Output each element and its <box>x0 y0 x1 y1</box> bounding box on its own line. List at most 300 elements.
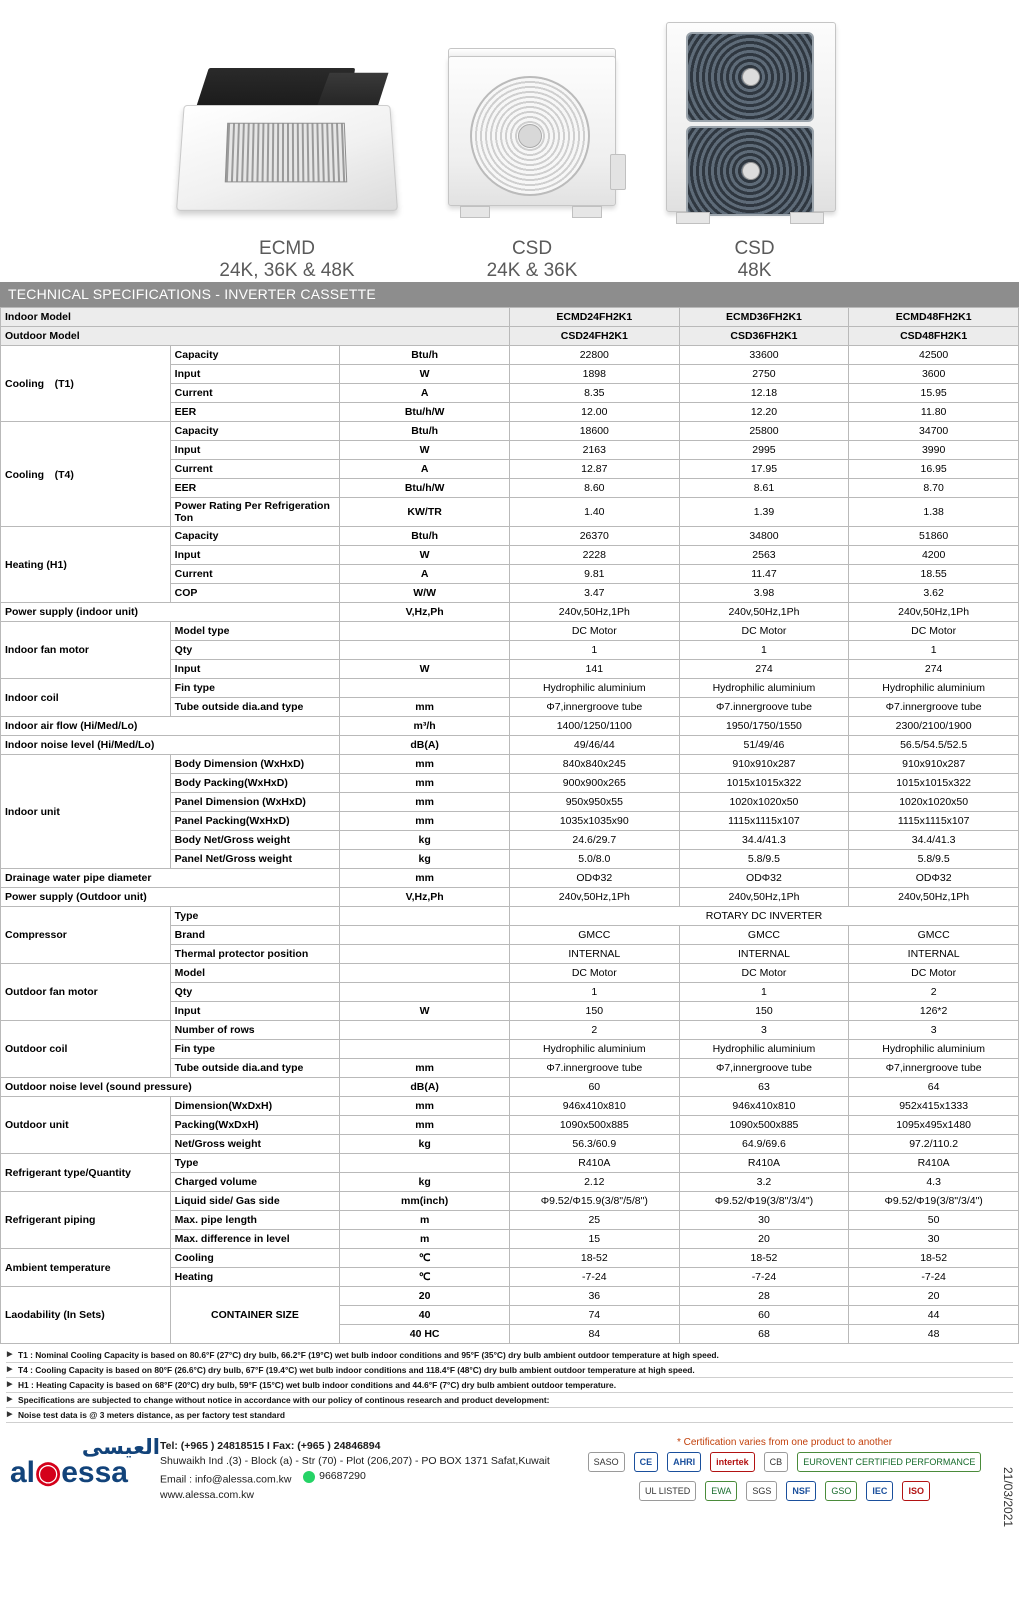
product-models-1: 24K, 36K & 48K <box>219 260 355 282</box>
row-param-label: Input <box>170 660 340 679</box>
row-unit: mm <box>340 755 510 774</box>
row-group-label: Indoor air flow (Hi/Med/Lo) <box>1 717 340 736</box>
row-value: 3.62 <box>849 584 1019 603</box>
cert-badge-ce: CE <box>634 1452 659 1472</box>
row-value: 910x910x287 <box>679 755 849 774</box>
row-unit: W <box>340 441 510 460</box>
row-value: 4.3 <box>849 1173 1019 1192</box>
row-param-label: EER <box>170 403 340 422</box>
row-group-label: Outdoor unit <box>1 1097 171 1154</box>
row-unit: 40 HC <box>340 1325 510 1344</box>
table-row <box>1 1021 1019 1040</box>
row-param-label: Packing(WxDxH) <box>170 1116 340 1135</box>
row-unit: Btu/h <box>340 422 510 441</box>
row-value: 2 <box>509 1021 679 1040</box>
product-ecmd-cassette <box>172 8 402 282</box>
row-unit: m <box>340 1211 510 1230</box>
product-name-2: CSD <box>511 238 553 260</box>
row-value: 64 <box>849 1078 1019 1097</box>
row-value: 8.60 <box>509 479 679 498</box>
model-row-label: Outdoor Model <box>1 327 510 346</box>
email-line[interactable]: Email : info@alessa.com.kw <box>160 1474 292 1487</box>
row-value: 910x910x287 <box>849 755 1019 774</box>
row-value: DC Motor <box>509 964 679 983</box>
row-group-label: Refrigerant type/Quantity <box>1 1154 171 1192</box>
product-models-2: 24K & 36K <box>486 260 578 282</box>
cert-badge-iso: ISO <box>902 1481 930 1501</box>
row-unit <box>340 926 510 945</box>
row-unit <box>340 964 510 983</box>
row-value: 5.0/8.0 <box>509 850 679 869</box>
whatsapp-icon <box>303 1471 315 1483</box>
row-value: 2995 <box>679 441 849 460</box>
row-param-label: Thermal protector position <box>170 945 340 964</box>
brand-arabic: العيسى <box>81 1435 160 1459</box>
product-caption-1 <box>219 234 354 282</box>
row-value: INTERNAL <box>849 945 1019 964</box>
row-value: 48 <box>849 1325 1019 1344</box>
row-param-label: Fin type <box>170 679 340 698</box>
row-group-label: Power supply (indoor unit) <box>1 603 340 622</box>
footnote: ▶ T4 : Cooling Capacity is based on 80°F (26.6°C) dry bulb, 67°F (19.4°C) wet bulb indoor conditions and 118.4°F (48°C) dry bulb ambient outdoor temperature at high speed. <box>6 1363 1013 1378</box>
row-group-label: Cooling (T4) <box>1 422 171 527</box>
row-value: 12.20 <box>679 403 849 422</box>
row-group-label: Compressor <box>1 907 171 964</box>
model-value: CSD48FH2K1 <box>849 327 1019 346</box>
whatsapp-number: 96687290 <box>319 1470 366 1483</box>
row-value: 20 <box>849 1287 1019 1306</box>
row-unit: Btu/h/W <box>340 403 510 422</box>
row-value: Φ7,innergroove tube <box>849 1059 1019 1078</box>
cassette-unit-illustration <box>172 59 402 234</box>
row-value: Φ7,innergroove tube <box>509 698 679 717</box>
row-unit: mm <box>340 1097 510 1116</box>
spec-table-title: TECHNICAL SPECIFICATIONS - INVERTER CASSETTE <box>0 282 1019 307</box>
row-value: 240v,50Hz,1Ph <box>509 603 679 622</box>
row-param-label: Input <box>170 546 340 565</box>
row-param-label: Input <box>170 365 340 384</box>
row-unit: ℃ <box>340 1249 510 1268</box>
row-value: -7-24 <box>679 1268 849 1287</box>
row-value: 1090x500x885 <box>509 1116 679 1135</box>
row-value: 240v,50Hz,1Ph <box>509 888 679 907</box>
row-unit: Btu/h <box>340 346 510 365</box>
row-value: 1400/1250/1100 <box>509 717 679 736</box>
row-unit: mm <box>340 774 510 793</box>
row-param-label: Capacity <box>170 422 340 441</box>
row-value: 20 <box>679 1230 849 1249</box>
row-value: 8.70 <box>849 479 1019 498</box>
row-param-label: Number of rows <box>170 1021 340 1040</box>
row-value: 60 <box>679 1306 849 1325</box>
row-value: 16.95 <box>849 460 1019 479</box>
row-value: 56.3/60.9 <box>509 1135 679 1154</box>
row-value: INTERNAL <box>509 945 679 964</box>
row-value: 74 <box>509 1306 679 1325</box>
row-param-label: Body Packing(WxHxD) <box>170 774 340 793</box>
table-row <box>1 736 1019 755</box>
row-value: Φ7,innergroove tube <box>679 1059 849 1078</box>
row-value: 1898 <box>509 365 679 384</box>
row-unit: mm <box>340 1059 510 1078</box>
row-param-label: Tube outside dia.and type <box>170 698 340 717</box>
cert-badge-sgs: SGS <box>746 1481 777 1501</box>
row-value: 1950/1750/1550 <box>679 717 849 736</box>
row-value: 274 <box>849 660 1019 679</box>
cert-badge-eurovent: EUROVENT CERTIFIED PERFORMANCE <box>797 1452 981 1472</box>
cert-badge-iec: IEC <box>866 1481 893 1501</box>
product-csd-48 <box>662 8 847 282</box>
row-value: DC Motor <box>679 964 849 983</box>
row-value: 2228 <box>509 546 679 565</box>
row-param-label: Power Rating Per Refrigeration Ton <box>170 498 340 527</box>
row-value: 26370 <box>509 527 679 546</box>
row-group-label: Drainage water pipe diameter <box>1 869 340 888</box>
row-value: Hydrophilic aluminium <box>509 679 679 698</box>
row-value: R410A <box>679 1154 849 1173</box>
row-value: 3.47 <box>509 584 679 603</box>
row-param-label: Panel Net/Gross weight <box>170 850 340 869</box>
row-unit: ℃ <box>340 1268 510 1287</box>
row-value: 50 <box>849 1211 1019 1230</box>
row-value: 34800 <box>679 527 849 546</box>
row-value: 2163 <box>509 441 679 460</box>
row-value: 240v,50Hz,1Ph <box>679 603 849 622</box>
row-value: 1 <box>509 983 679 1002</box>
row-value: ODΦ32 <box>849 869 1019 888</box>
row-value: 3 <box>849 1021 1019 1040</box>
product-caption-2 <box>487 234 578 282</box>
row-unit: mm <box>340 698 510 717</box>
row-param-label: Net/Gross weight <box>170 1135 340 1154</box>
cert-badge-gso: GSO <box>825 1481 857 1501</box>
row-value: Φ9.52/Φ19(3/8"/3/4") <box>679 1192 849 1211</box>
row-param-label: Input <box>170 441 340 460</box>
row-value: ODΦ32 <box>509 869 679 888</box>
table-row <box>1 346 1019 365</box>
row-value: 12.18 <box>679 384 849 403</box>
cert-badge-ul: UL LISTED <box>639 1481 696 1501</box>
row-value: 1.39 <box>679 498 849 527</box>
row-value: 34.4/41.3 <box>849 831 1019 850</box>
row-value: 3.98 <box>679 584 849 603</box>
row-value: 60 <box>509 1078 679 1097</box>
row-param-label: Qty <box>170 641 340 660</box>
row-param-label: Tube outside dia.and type <box>170 1059 340 1078</box>
certification-logos <box>560 1452 1009 1501</box>
row-unit: mm <box>340 793 510 812</box>
row-value: 8.61 <box>679 479 849 498</box>
row-value: 3600 <box>849 365 1019 384</box>
row-unit: mm(inch) <box>340 1192 510 1211</box>
row-unit: W/W <box>340 584 510 603</box>
model-value: CSD24FH2K1 <box>509 327 679 346</box>
row-value: R410A <box>849 1154 1019 1173</box>
row-value: INTERNAL <box>679 945 849 964</box>
table-row <box>1 888 1019 907</box>
row-value: 18-52 <box>679 1249 849 1268</box>
row-group-label: Power supply (Outdoor unit) <box>1 888 340 907</box>
row-value: 25 <box>509 1211 679 1230</box>
row-value: 8.35 <box>509 384 679 403</box>
row-value: 51860 <box>849 527 1019 546</box>
row-value: Hydrophilic aluminium <box>849 1040 1019 1059</box>
row-unit: A <box>340 460 510 479</box>
row-unit: W <box>340 1002 510 1021</box>
row-value: 63 <box>679 1078 849 1097</box>
row-value: 5.8/9.5 <box>849 850 1019 869</box>
table-row <box>1 964 1019 983</box>
row-unit: mm <box>340 869 510 888</box>
product-models-3: 48K <box>737 260 772 282</box>
row-unit: kg <box>340 850 510 869</box>
footnote: ▶ T1 : Nominal Cooling Capacity is based on 80.6°F (27°C) dry bulb, 66.2°F (19°C) wet bulb indoor conditions and 95°F (35°C) dry bulb ambient outdoor temperature at high speed. <box>6 1348 1013 1363</box>
model-row-label: Indoor Model <box>1 308 510 327</box>
address-line: Shuwaikh Ind .(3) - Block (a) - Str (70) - Plot (206,207) - PO BOX 1371 Safat,Kuwait <box>160 1455 550 1468</box>
brand-en-2: essa <box>61 1456 128 1489</box>
row-value: 1 <box>849 641 1019 660</box>
brand-english <box>10 1456 160 1489</box>
row-unit <box>340 641 510 660</box>
row-value: 952x415x1333 <box>849 1097 1019 1116</box>
row-value: 18600 <box>509 422 679 441</box>
row-value: 49/46/44 <box>509 736 679 755</box>
cert-badge-nsf: NSF <box>786 1481 816 1501</box>
row-group-label: Refrigerant piping <box>1 1192 171 1249</box>
model-value: ECMD48FH2K1 <box>849 308 1019 327</box>
row-unit: V,Hz,Ph <box>340 888 510 907</box>
table-row <box>1 1287 1019 1306</box>
row-unit <box>340 1021 510 1040</box>
row-unit: m³/h <box>340 717 510 736</box>
row-value: 1020x1020x50 <box>679 793 849 812</box>
table-row <box>1 679 1019 698</box>
page-footer <box>0 1425 1019 1535</box>
row-value: 2.12 <box>509 1173 679 1192</box>
row-group-label: Indoor coil <box>1 679 171 717</box>
row-unit: 40 <box>340 1306 510 1325</box>
row-value: 17.95 <box>679 460 849 479</box>
row-value: 274 <box>679 660 849 679</box>
row-param-label: Cooling <box>170 1249 340 1268</box>
table-row <box>1 1097 1019 1116</box>
table-row <box>1 755 1019 774</box>
row-value: 240v,50Hz,1Ph <box>849 603 1019 622</box>
table-row <box>1 603 1019 622</box>
row-value: Hydrophilic aluminium <box>679 679 849 698</box>
row-group-label: Ambient temperature <box>1 1249 171 1287</box>
cert-badge-ahri: AHRI <box>667 1452 701 1472</box>
row-param-label: Panel Dimension (WxHxD) <box>170 793 340 812</box>
row-value: Hydrophilic aluminium <box>679 1040 849 1059</box>
row-unit: A <box>340 565 510 584</box>
row-value: Φ7.innergroove tube <box>849 698 1019 717</box>
row-value: DC Motor <box>849 622 1019 641</box>
row-unit: W <box>340 365 510 384</box>
row-unit: m <box>340 1230 510 1249</box>
row-value: 1 <box>679 641 849 660</box>
row-value: 64.9/69.6 <box>679 1135 849 1154</box>
whatsapp-contact[interactable] <box>303 1469 366 1484</box>
row-value: 141 <box>509 660 679 679</box>
row-value: ODΦ32 <box>679 869 849 888</box>
cert-badge-cb: CB <box>764 1452 789 1472</box>
row-value: 3.2 <box>679 1173 849 1192</box>
row-unit: kg <box>340 831 510 850</box>
table-row <box>1 422 1019 441</box>
row-value: 24.6/29.7 <box>509 831 679 850</box>
row-param-label: Current <box>170 460 340 479</box>
row-group-label: Heating (H1) <box>1 527 171 603</box>
row-param-label: CONTAINER SIZE <box>170 1287 340 1344</box>
row-param-label: Liquid side/ Gas side <box>170 1192 340 1211</box>
row-value: 1.38 <box>849 498 1019 527</box>
row-param-label: Capacity <box>170 527 340 546</box>
row-unit <box>340 622 510 641</box>
row-param-label: Panel Packing(WxHxD) <box>170 812 340 831</box>
cert-badge-intertek: intertek <box>710 1452 755 1472</box>
row-param-label: Heating <box>170 1268 340 1287</box>
outdoor-unit-single-fan-illustration <box>442 34 622 234</box>
row-group-label: Outdoor noise level (sound pressure) <box>1 1078 340 1097</box>
row-value: 1 <box>679 983 849 1002</box>
row-group-label: Laodability (In Sets) <box>1 1287 171 1344</box>
row-value: 33600 <box>679 346 849 365</box>
row-value: 1.40 <box>509 498 679 527</box>
row-value: GMCC <box>679 926 849 945</box>
row-value: DC Motor <box>849 964 1019 983</box>
certification-note: * Certification varies from one product to another <box>676 1437 893 1448</box>
tel-fax-line: Tel: (+965 ) 24818515 I Fax: (+965 ) 24846894 <box>160 1440 381 1452</box>
row-value: 15.95 <box>849 384 1019 403</box>
product-csd-24-36 <box>442 8 622 282</box>
row-param-label: Dimension(WxDxH) <box>170 1097 340 1116</box>
row-value: 1015x1015x322 <box>849 774 1019 793</box>
model-row <box>1 327 1019 346</box>
row-group-label: Outdoor coil <box>1 1021 171 1078</box>
table-row <box>1 1249 1019 1268</box>
table-row <box>1 869 1019 888</box>
company-logo <box>10 1435 160 1488</box>
row-value: 18.55 <box>849 565 1019 584</box>
row-value: 3 <box>679 1021 849 1040</box>
row-unit: V,Hz,Ph <box>340 603 510 622</box>
brand-logo-dot: ◉ <box>35 1456 62 1489</box>
row-value: DC Motor <box>679 622 849 641</box>
row-unit: Btu/h <box>340 527 510 546</box>
footnote: ▶ Noise test data is @ 3 meters distance, as per factory test standard <box>6 1408 1013 1423</box>
technical-specifications-table <box>0 307 1019 1344</box>
row-value: 150 <box>509 1002 679 1021</box>
row-unit: kg <box>340 1135 510 1154</box>
footnote: ▶ Specifications are subjected to change without notice in accordance with our policy of continous research and product development: <box>6 1393 1013 1408</box>
row-value: 1035x1035x90 <box>509 812 679 831</box>
row-group-label: Cooling (T1) <box>1 346 171 422</box>
row-value: 11.80 <box>849 403 1019 422</box>
brand-en-1: al <box>10 1456 36 1489</box>
row-unit: A <box>340 384 510 403</box>
row-value: 22800 <box>509 346 679 365</box>
table-row <box>1 907 1019 926</box>
row-unit <box>340 945 510 964</box>
row-value: 84 <box>509 1325 679 1344</box>
row-value: 34700 <box>849 422 1019 441</box>
row-unit <box>340 679 510 698</box>
row-value: 3990 <box>849 441 1019 460</box>
outdoor-unit-dual-fan-illustration <box>662 14 847 234</box>
row-value: -7-24 <box>849 1268 1019 1287</box>
row-unit <box>340 907 510 926</box>
row-param-label: Capacity <box>170 346 340 365</box>
table-row <box>1 527 1019 546</box>
row-value: 2750 <box>679 365 849 384</box>
row-unit <box>340 983 510 1002</box>
row-value: GMCC <box>509 926 679 945</box>
row-value: 150 <box>679 1002 849 1021</box>
row-unit: KW/TR <box>340 498 510 527</box>
row-unit <box>340 1154 510 1173</box>
row-value: -7-24 <box>509 1268 679 1287</box>
row-param-label: Model type <box>170 622 340 641</box>
table-row <box>1 1078 1019 1097</box>
row-value: 12.00 <box>509 403 679 422</box>
cert-badge-saso: SASO <box>588 1452 625 1472</box>
cert-badge-ewa: EWA <box>705 1481 737 1501</box>
row-value: Hydrophilic aluminium <box>509 1040 679 1059</box>
website-line[interactable]: www.alessa.com.kw <box>160 1489 254 1502</box>
row-param-label: Max. difference in level <box>170 1230 340 1249</box>
row-value: 30 <box>679 1211 849 1230</box>
row-value: 2563 <box>679 546 849 565</box>
row-unit: mm <box>340 1116 510 1135</box>
row-value: Φ7.innergroove tube <box>679 698 849 717</box>
row-value: 34.4/41.3 <box>679 831 849 850</box>
row-value: 44 <box>849 1306 1019 1325</box>
product-image-row <box>0 0 1019 282</box>
row-value: 900x900x265 <box>509 774 679 793</box>
row-group-label: Outdoor fan motor <box>1 964 171 1021</box>
row-value: 2 <box>849 983 1019 1002</box>
row-value: 11.47 <box>679 565 849 584</box>
row-value: 28 <box>679 1287 849 1306</box>
row-value-merged: ROTARY DC INVERTER <box>509 907 1018 926</box>
row-param-label: Qty <box>170 983 340 1002</box>
row-value: 840x840x245 <box>509 755 679 774</box>
table-row <box>1 622 1019 641</box>
row-param-label: Model <box>170 964 340 983</box>
row-value: Φ9.52/Φ15.9(3/8"/5/8") <box>509 1192 679 1211</box>
row-value: 97.2/110.2 <box>849 1135 1019 1154</box>
product-name-3: CSD <box>734 238 775 260</box>
footnote: ▶ H1 : Heating Capacity is based on 68°F (20°C) dry bulb, 59°F (15°C) wet bulb indoor conditions and 44.6°F (7°C) dry bulb ambient outdoor temperature. <box>6 1378 1013 1393</box>
row-value: 15 <box>509 1230 679 1249</box>
row-unit: W <box>340 660 510 679</box>
row-value: 4200 <box>849 546 1019 565</box>
row-value: 56.5/54.5/52.5 <box>849 736 1019 755</box>
row-value: 18-52 <box>849 1249 1019 1268</box>
row-value: 1115x1115x107 <box>849 812 1019 831</box>
row-param-label: COP <box>170 584 340 603</box>
model-value: CSD36FH2K1 <box>679 327 849 346</box>
row-value: 946x410x810 <box>679 1097 849 1116</box>
row-param-label: Max. pipe length <box>170 1211 340 1230</box>
row-value: GMCC <box>849 926 1019 945</box>
row-value: 1 <box>509 641 679 660</box>
row-group-label: Indoor unit <box>1 755 171 869</box>
row-value: 9.81 <box>509 565 679 584</box>
model-row <box>1 308 1019 327</box>
row-value: 240v,50Hz,1Ph <box>849 888 1019 907</box>
